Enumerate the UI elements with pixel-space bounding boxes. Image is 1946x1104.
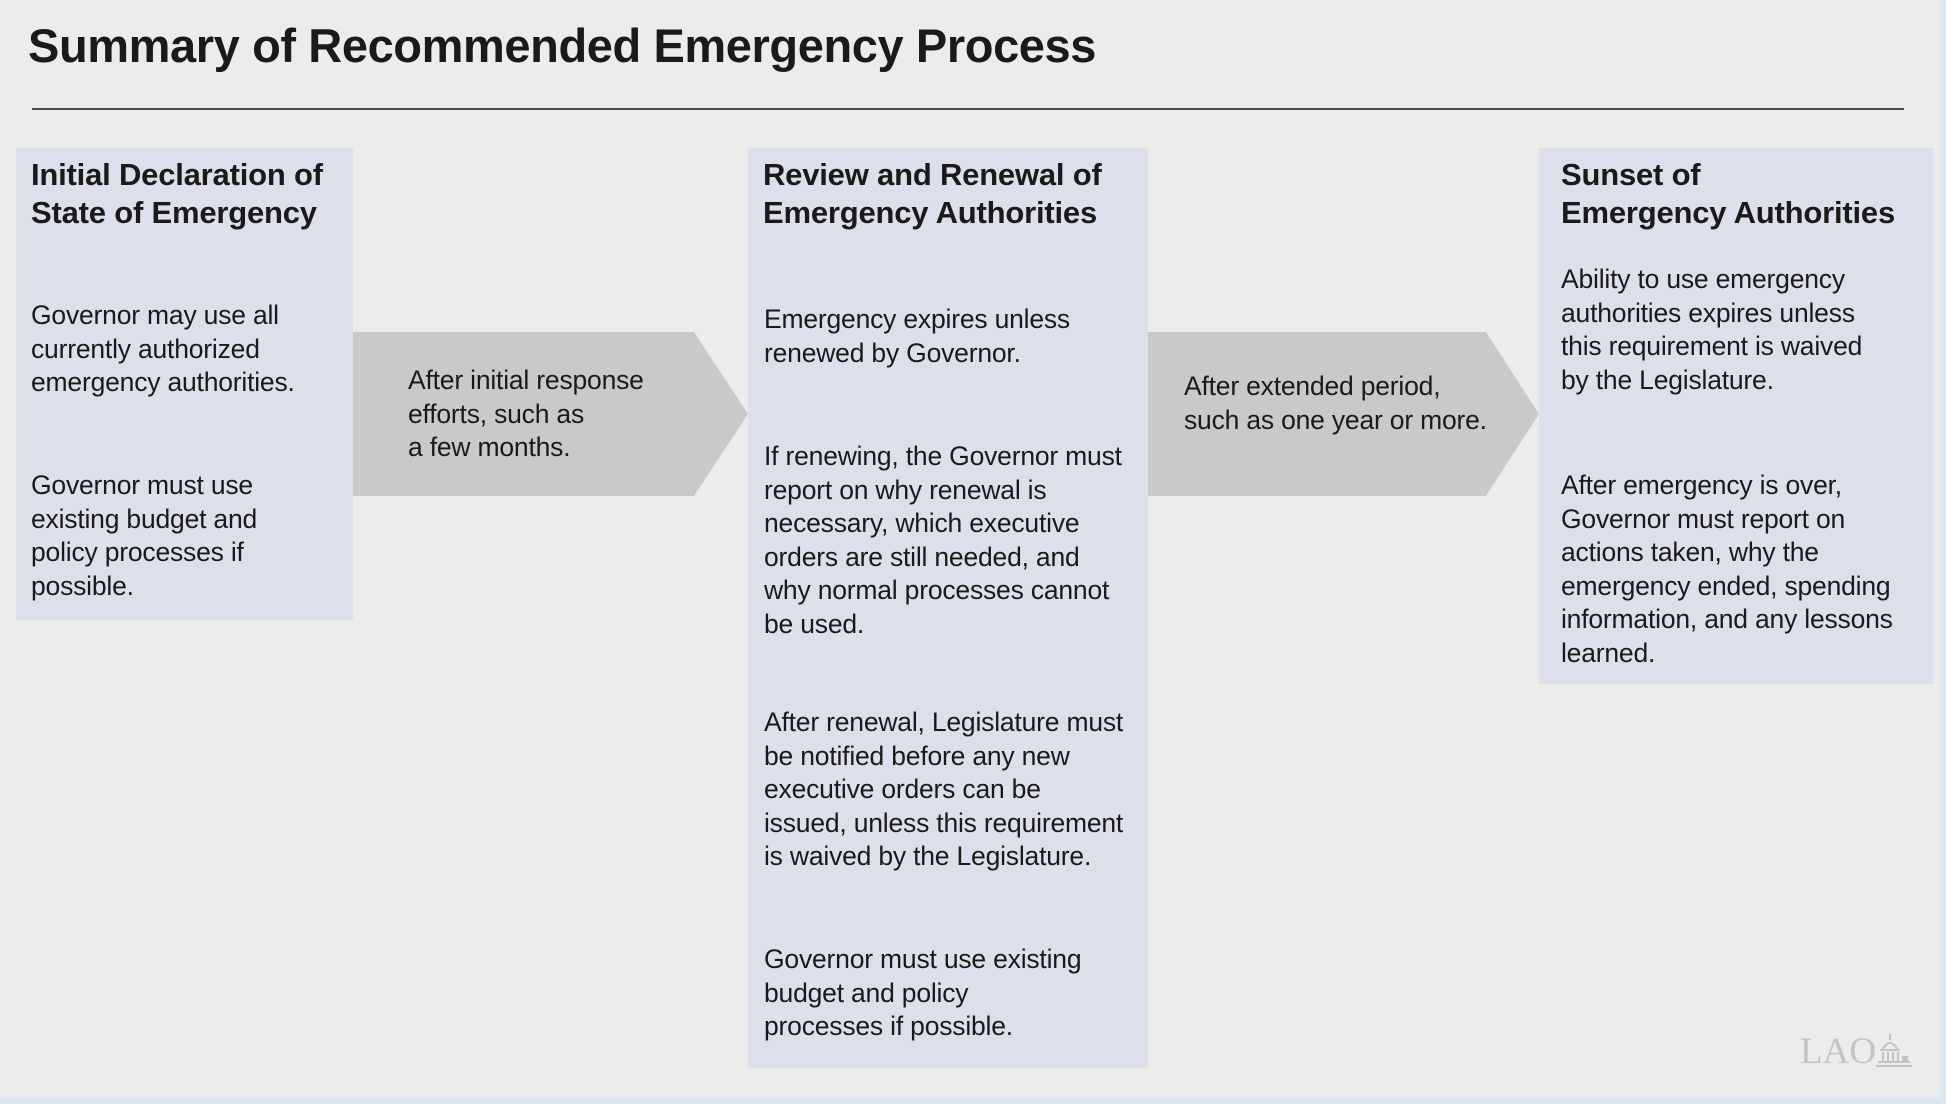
page-title: Summary of Recommended Emergency Process bbox=[28, 19, 1097, 72]
text-line: renewed by Governor. bbox=[764, 337, 1021, 368]
text-line: by the Legislature. bbox=[1561, 364, 1774, 395]
text-line: Emergency expires unless bbox=[764, 304, 1070, 334]
text-line: existing budget and bbox=[31, 503, 258, 534]
text-line: processes if possible. bbox=[764, 1011, 1013, 1041]
heading-line: Emergency Authorities bbox=[763, 195, 1098, 230]
text-line: executive orders can be bbox=[764, 774, 1041, 804]
lao-logo bbox=[1800, 1028, 1910, 1074]
text-line: is waived by the Legislature. bbox=[764, 841, 1092, 871]
text-line: necessary, which executive bbox=[764, 508, 1080, 538]
flow-arrow-2 bbox=[1148, 332, 1539, 496]
heading-line: Emergency Authorities bbox=[1561, 195, 1896, 230]
text-line: Governor must report on bbox=[1561, 503, 1846, 534]
text-line: authorities expires unless bbox=[1561, 297, 1855, 328]
heading-line: Sunset of bbox=[1561, 157, 1701, 192]
text-line: possible. bbox=[31, 570, 134, 601]
text-line: issued, unless this requirement bbox=[764, 807, 1124, 838]
text-line: a few months. bbox=[408, 432, 571, 462]
text-line: be used. bbox=[764, 608, 865, 639]
sunset-column bbox=[1539, 148, 1933, 684]
text-line: this requirement is waived bbox=[1561, 331, 1863, 361]
column-paragraph bbox=[764, 440, 1122, 641]
column-paragraph bbox=[764, 303, 1070, 370]
text-line: be notified before any new bbox=[764, 740, 1070, 771]
column-heading bbox=[763, 156, 1102, 232]
heading-line: State of Emergency bbox=[31, 195, 317, 230]
arrow-label bbox=[1184, 370, 1487, 437]
review-renewal-column bbox=[748, 148, 1148, 1068]
text-line: currently authorized bbox=[31, 333, 260, 364]
text-line: After extended period, bbox=[1184, 371, 1441, 401]
column-heading bbox=[31, 156, 323, 232]
arrow-label bbox=[408, 364, 644, 465]
heading-line: Initial Declaration of bbox=[31, 157, 323, 192]
title-divider bbox=[32, 108, 1904, 110]
text-line: policy processes if bbox=[31, 537, 244, 567]
capitol-dome-icon bbox=[1876, 1032, 1912, 1070]
text-line: Governor must use existing bbox=[764, 944, 1082, 974]
logo-text: LAO bbox=[1800, 1031, 1877, 1072]
text-line: why normal processes cannot bbox=[764, 575, 1110, 605]
initial-declaration-column bbox=[16, 148, 353, 620]
column-heading bbox=[1561, 156, 1895, 232]
column-paragraph bbox=[31, 469, 257, 603]
flow-arrow-1 bbox=[353, 332, 748, 496]
text-line: such as one year or more. bbox=[1184, 404, 1487, 435]
text-line: Governor may use all bbox=[31, 300, 279, 330]
column-paragraph bbox=[1561, 263, 1862, 397]
text-line: report on why renewal is bbox=[764, 474, 1047, 505]
text-line: efforts, such as bbox=[408, 398, 585, 429]
text-line: If renewing, the Governor must bbox=[764, 441, 1122, 471]
text-line: Governor must use bbox=[31, 470, 253, 500]
text-line: information, and any lessons bbox=[1561, 604, 1893, 634]
column-paragraph bbox=[764, 943, 1081, 1044]
bottom-frame-edge bbox=[0, 1098, 1946, 1104]
text-line: orders are still needed, and bbox=[764, 541, 1080, 572]
right-frame-edge bbox=[1940, 0, 1946, 1104]
text-line: After initial response bbox=[408, 365, 644, 395]
column-paragraph bbox=[31, 299, 295, 400]
text-line: emergency authorities. bbox=[31, 367, 295, 397]
text-line: Ability to use emergency bbox=[1561, 264, 1845, 294]
text-line: After emergency is over, bbox=[1561, 470, 1842, 500]
heading-line: Review and Renewal of bbox=[763, 157, 1102, 192]
column-paragraph bbox=[1561, 469, 1893, 670]
text-line: budget and policy bbox=[764, 977, 969, 1008]
text-line: emergency ended, spending bbox=[1561, 570, 1891, 601]
text-line: After renewal, Legislature must bbox=[764, 707, 1124, 737]
column-paragraph bbox=[764, 706, 1123, 874]
text-line: learned. bbox=[1561, 637, 1656, 668]
text-line: actions taken, why the bbox=[1561, 537, 1819, 567]
